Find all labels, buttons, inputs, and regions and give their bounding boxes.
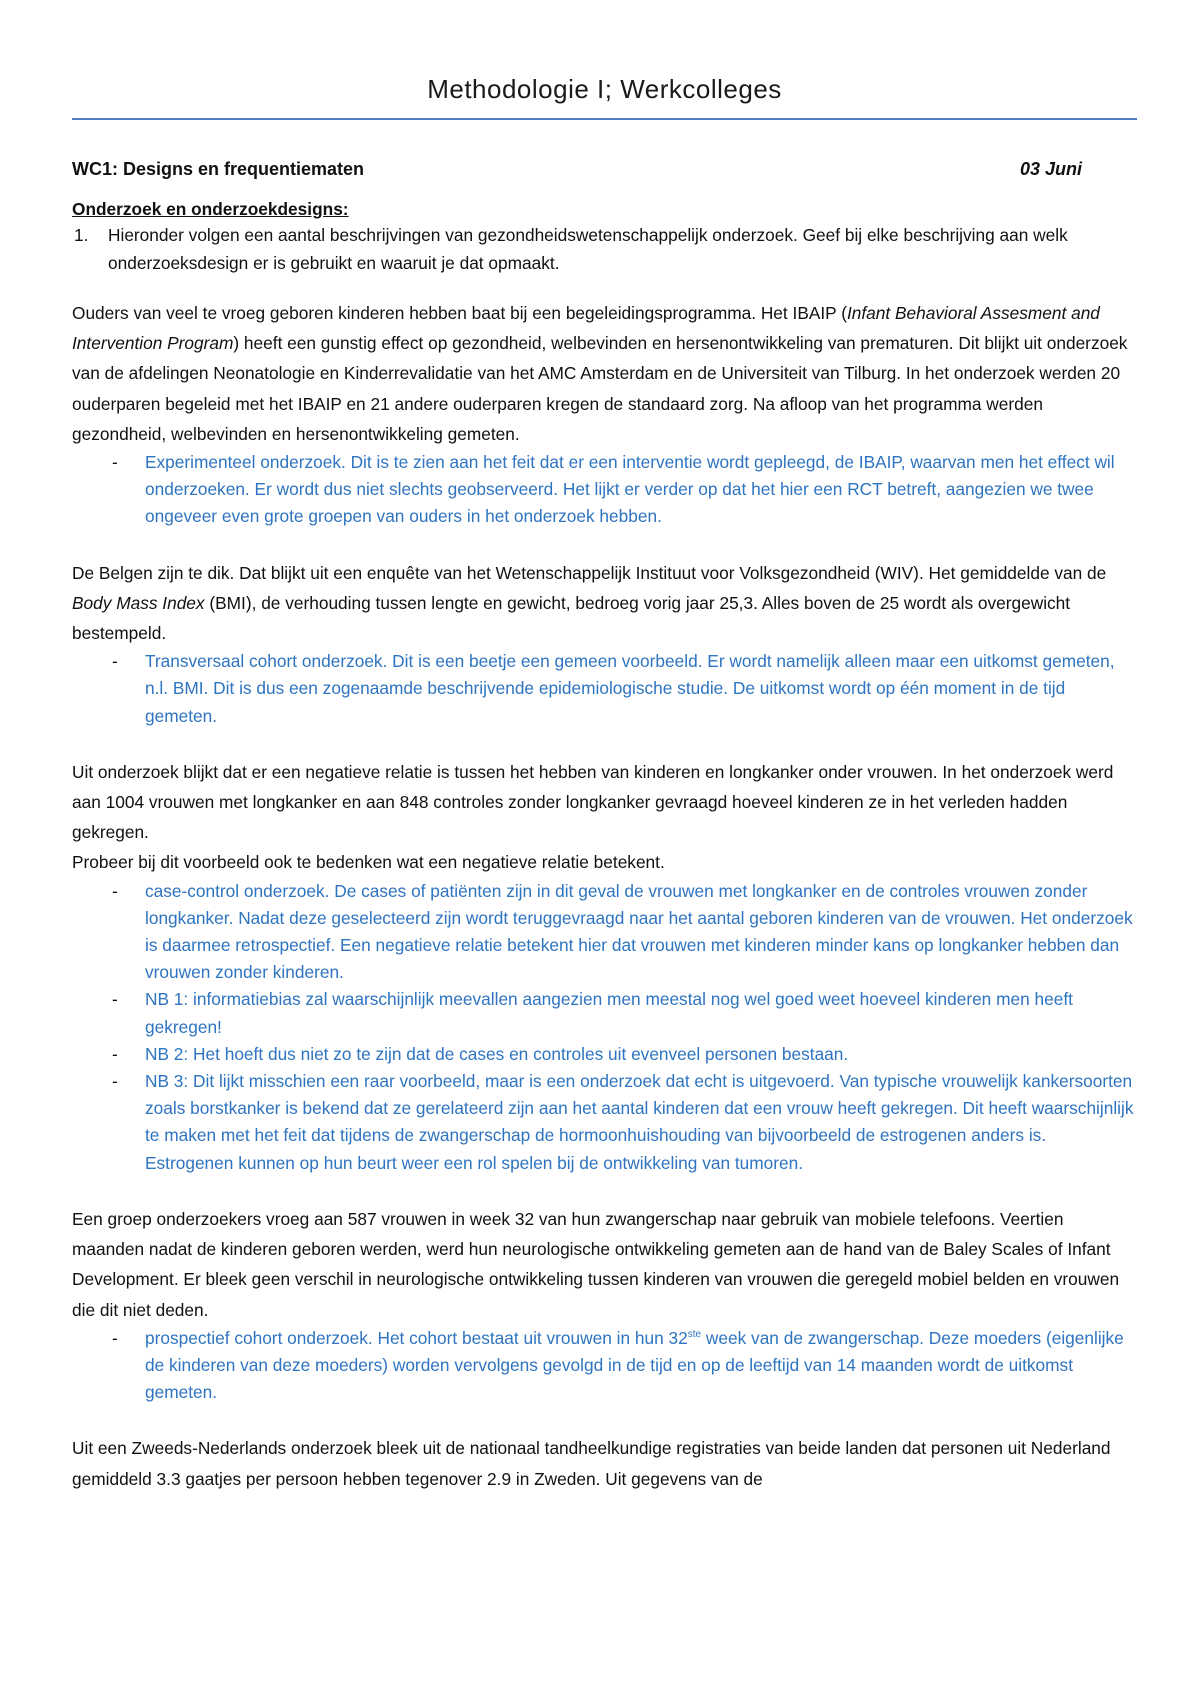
list-marker: -	[112, 880, 118, 901]
answer-text: case-control onderzoek. De cases of patiënten zijn in dit geval de vrouwen met longkanker en de controles vrouwen zonder longkanker. Nadat deze geselecteerd zijn wordt teruggevraagd naar het aantal geboren kinderen van de vrouwen. Het onderzoek is daarmee retrospectief. Een negatieve relatie betekent hier dat vrouwen met kinderen minder kans op longkanker hebben dan vrouwen zonder kinderen.	[145, 880, 1133, 983]
document-body	[72, 155, 1137, 1494]
answer-text-part: week van de zwangerschap. Deze moeders (eigenlijke de kinderen van deze moeders) worden vervolgens gevolgd in de tijd en op de leeftijd van 14 maanden wordt de uitkomst gemeten.	[145, 1327, 1124, 1403]
list-marker: -	[112, 989, 118, 1010]
list-marker: -	[112, 651, 118, 672]
case-text: ) heeft een gunstig effect op gezondheid, welbevinden en hersenontwikkeling van prematuren. Dit blijkt uit onderzoek van de afdelingen Neonatologie en Kinderrevalidatie van het AMC Amsterdam en de Universiteit van Tilburg. In het onderzoek werden 20 ouderparen begeleid met het IBAIP en 21 andere ouderparen kregen de standaard zorg. Na afloop van het programma werden gezondheid, welbevinden en hersenontwikkeling gemeten.	[72, 333, 1128, 444]
question-number: 1.	[74, 225, 89, 245]
answer-text: NB 3: Dit lijkt misschien een raar voorbeeld, maar is een onderzoek dat echt is uitgevoerd. Van typische vrouwelijk kankersoorten zoals borstkanker is bekend dat ze gerelateerd zijn aan het aantal kinderen dat een vrouw heeft gekregen. Dit heeft waarschijnlijk te maken met het feit dat tijdens de zwangerschap de hormoonhuishouding van bijvoorbeeld de estrogenen anders is. Estrogenen kunnen op hun beurt weer een rol spelen bij de ontwikkeling van tumoren.	[145, 1071, 1134, 1173]
ordinal-suffix: ste	[687, 1328, 702, 1340]
answer-item	[72, 878, 1137, 987]
answer-text: NB 1: informatiebias zal waarschijnlijk meevallen aangezien men meestal nog wel goed weet hoeveel kinderen men heeft gekregen!	[145, 989, 1073, 1037]
answer-item	[72, 1325, 1137, 1407]
case-description: Een groep onderzoekers vroeg aan 587 vrouwen in week 32 van hun zwangerschap naar gebruik van mobiele telefoons. Veertien maanden nadat de kinderen geboren werden, werd hun neurologische ontwikkeling gemeten aan de hand van de Baley Scales of Infant Development. Er bleek geen verschil in neurologische ontwikkeling tussen kinderen van vrouwen die geregeld mobiel belden en vrouwen die dit niet deden.	[72, 1208, 1120, 1320]
answer-item	[72, 986, 1137, 1040]
document-title: Methodologie I; Werkcolleges	[427, 74, 782, 104]
title-divider	[72, 118, 1137, 120]
answer-item	[72, 648, 1137, 730]
answer-list	[72, 878, 1137, 1177]
case-description	[72, 558, 1137, 649]
answer-list	[72, 449, 1137, 531]
answer-text: Experimenteel onderzoek. Dit is te zien aan het feit dat er een interventie wordt gepleegd, de IBAIP, waarvan men het effect wil onderzoeken. Er wordt dus niet slechts geobserveerd. Het lijkt er verder op dat het hier een RCT betreft, aangezien we twee ongeveer even grote groepen van ouders in het onderzoek hebben.	[145, 452, 1115, 527]
list-marker: -	[112, 1327, 118, 1348]
list-marker: -	[112, 1071, 118, 1092]
answer-text: Transversaal cohort onderzoek. Dit is een beetje een gemeen voorbeeld. Er wordt namelijk alleen maar een uitkomst gemeten, n.l. BMI. Dit is dus een zogenaamde beschrijvende epidemiologische studie. De uitkomst wordt op één moment in de tijd gemeten.	[145, 651, 1115, 726]
answer-text-part: prospectief cohort onderzoek. Het cohort bestaat uit vrouwen in hun 32	[145, 1327, 688, 1348]
answer-item	[72, 1041, 1137, 1068]
case-text: De Belgen zijn te dik. Dat blijkt uit een enquête van het Wetenschappelijk Instituut voor Volksgezondheid (WIV). Het gemiddelde van de	[72, 562, 1107, 583]
case-description: Uit een Zweeds-Nederlands onderzoek bleek uit de nationaal tandheelkundige registraties van beide landen dat personen uit Nederland gemiddeld 3.3 gaatjes per persoon hebben tegenover 2.9 in Zweden. Uit gegevens van de	[72, 1438, 1111, 1489]
question-text: Hieronder volgen een aantal beschrijvingen van gezondheidswetenschappelijk onderzoek. Geef bij elke beschrijving aan welk onderzoeksdesign er is gebruikt en waaruit je dat opmaakt.	[108, 225, 1068, 273]
case-prompt: Probeer bij dit voorbeeld ook te bedenken wat een negatieve relatie betekent.	[72, 852, 665, 873]
case-text: Ouders van veel te vroeg geboren kinderen hebben baat bij een begeleidingsprogramma. Het IBAIP (	[72, 303, 847, 323]
answer-text	[145, 1325, 1137, 1407]
question-item	[72, 221, 1137, 277]
answer-item	[72, 449, 1137, 531]
list-marker: -	[112, 1043, 118, 1064]
answer-item	[72, 1068, 1137, 1177]
case-text-italic: Body Mass Index	[72, 592, 205, 613]
answer-text: NB 2: Het hoeft dus niet zo te zijn dat de cases en controles uit evenveel personen bestaan.	[145, 1043, 849, 1064]
answer-list	[72, 1325, 1137, 1407]
session-heading	[72, 155, 1137, 183]
session-date: 03 Juni	[1019, 159, 1082, 179]
case-text-italic: Infant Behavioral Assesment and Intervention Program	[72, 303, 1100, 354]
section-title: Onderzoek en onderzoekdesigns:	[72, 199, 349, 219]
case-description: Uit onderzoek blijkt dat er een negatieve relatie is tussen het hebben van kinderen en longkanker onder vrouwen. In het onderzoek werd aan 1004 vrouwen met longkanker en aan 848 controles zonder longkanker gevraagd hoeveel kinderen ze in het verleden hadden gekregen.	[72, 761, 1114, 843]
answer-list	[72, 648, 1137, 730]
list-marker: -	[112, 452, 118, 473]
case-description	[72, 298, 1137, 449]
case-text: (BMI), de verhouding tussen lengte en gewicht, bedroeg vorig jaar 25,3. Alles boven de 25 wordt als overgewicht bestempeld.	[72, 592, 1071, 644]
session-title: WC1: Designs en frequentiematen	[72, 159, 365, 179]
